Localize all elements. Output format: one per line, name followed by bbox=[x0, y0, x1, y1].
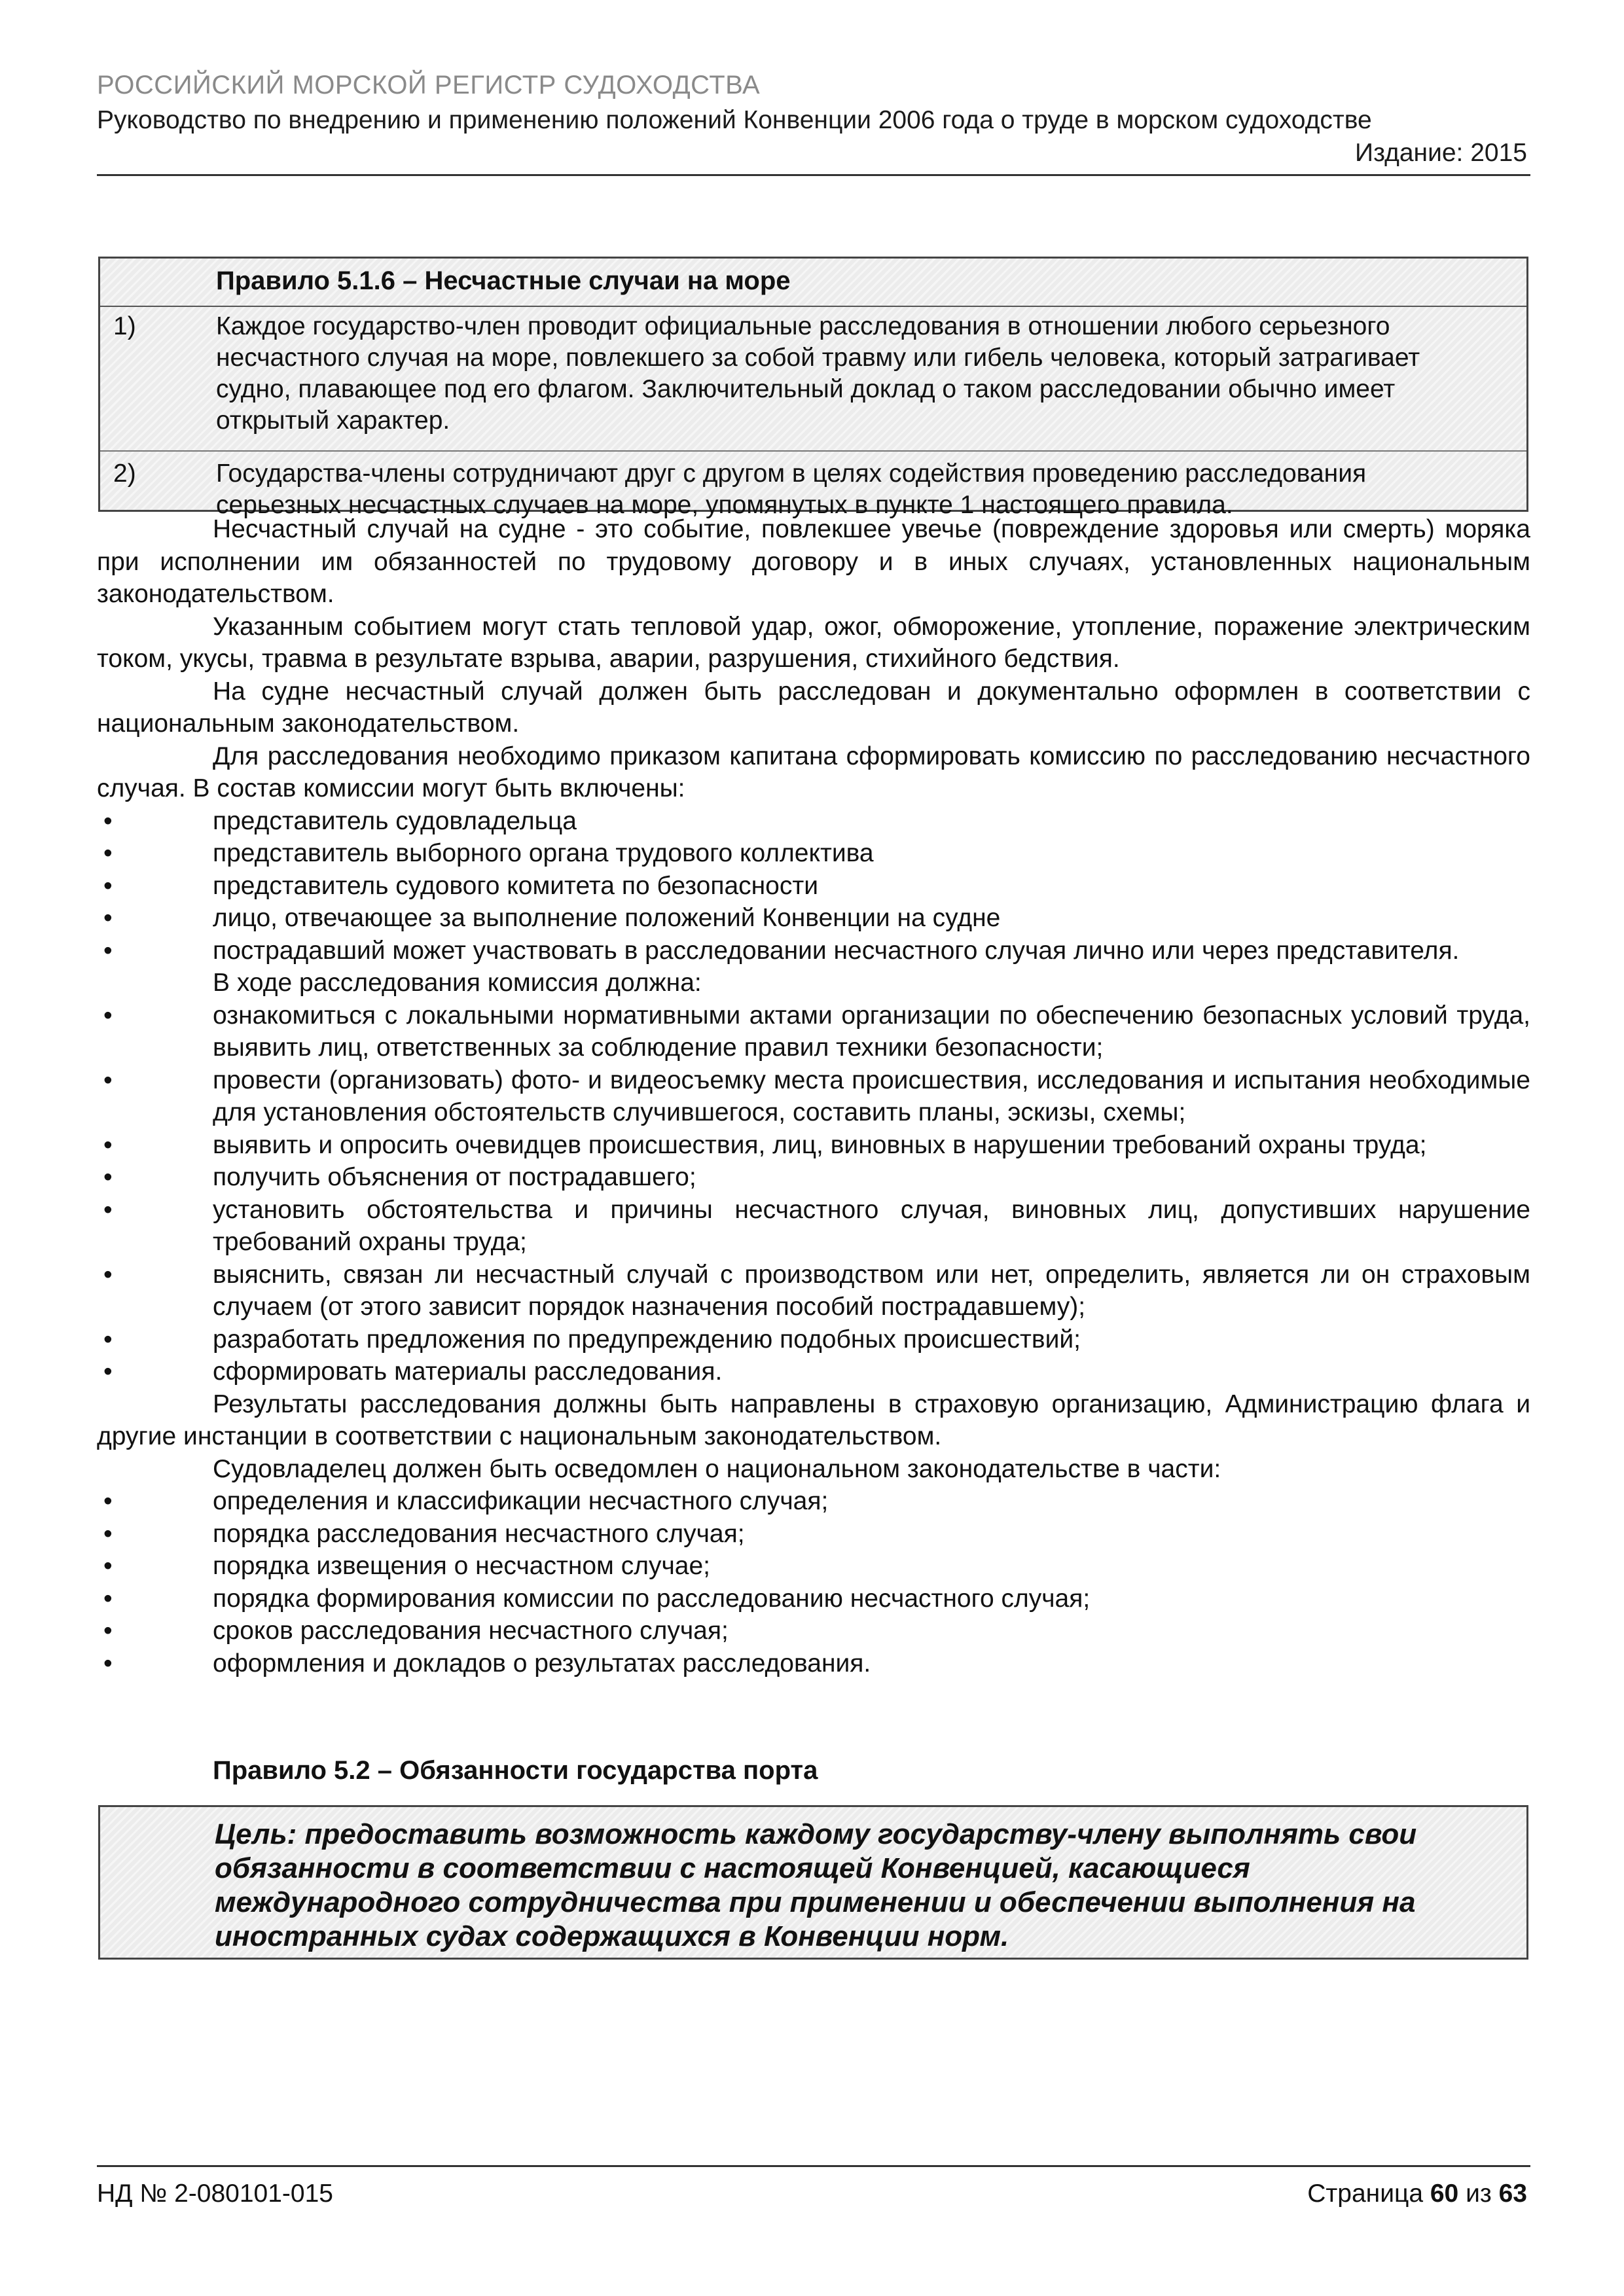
paragraph: Судовладелец должен быть осведомлен о национальном законодательстве в части: bbox=[213, 1454, 1221, 1483]
paragraph: Результаты расследования должны быть направлены в страховую организацию, Администрацию флага и другие инстанции в соответствии с национальным законодательством. bbox=[97, 1390, 1530, 1450]
list-item: • представитель судовладельца bbox=[97, 805, 1530, 838]
legislation-list bbox=[97, 1485, 1530, 1679]
edition-label: Издание: 2015 bbox=[1355, 139, 1527, 167]
page-label: Страница bbox=[1307, 2179, 1424, 2208]
organization-name: РОССИЙСКИЙ МОРСКОЙ РЕГИСТР СУДОХОДСТВА bbox=[97, 71, 761, 99]
list-item: • представитель судового комитета по безопасности bbox=[97, 870, 1530, 903]
list-item: • порядка расследования несчастного случая; bbox=[97, 1518, 1530, 1551]
rule-title: Правило 5.1.6 – Несчастные случаи на море bbox=[216, 266, 791, 295]
page-current: 60 bbox=[1430, 2179, 1459, 2208]
header-divider bbox=[97, 174, 1530, 176]
list-item: • выявить и опросить очевидцев происшествия, лиц, виновных в нарушении требований охраны труда; bbox=[97, 1129, 1530, 1162]
list-item: • разработать предложения по предупреждению подобных происшествий; bbox=[97, 1323, 1530, 1356]
list-item: • сроков расследования несчастного случая; bbox=[97, 1615, 1530, 1647]
paragraph: На судне несчастный случай должен быть расследован и документально оформлен в соответствии с национальным законодательством. bbox=[97, 677, 1530, 738]
list-item: • порядка извещения о несчастном случае; bbox=[97, 1550, 1530, 1583]
rule-item-number: 2) bbox=[113, 459, 136, 488]
list-item: • провести (организовать) фото- и видеосъемку места происшествия, исследования и испытания необходимые для установления обстоятельств случившегося, составить планы, эскизы, схемы; bbox=[97, 1064, 1530, 1129]
list-item: • ознакомиться с локальными нормативными актами организации по обеспечению безопасных условий труда, выявить лиц, ответственных за соблюдение правил техники безопасности; bbox=[97, 999, 1530, 1064]
list-item: • лицо, отвечающее за выполнение положений Конвенции на судне bbox=[97, 902, 1530, 935]
list-item: • сформировать материалы расследования. bbox=[97, 1355, 1530, 1388]
list-item: • выяснить, связан ли несчастный случай с производством или нет, определить, является ли он страховым случаем (от этого зависит порядок назначения пособий пострадавшему); bbox=[97, 1259, 1530, 1323]
list-item: • получить объяснения от пострадавшего; bbox=[97, 1161, 1530, 1194]
rule-item bbox=[100, 450, 1526, 519]
commission-list bbox=[97, 805, 1530, 967]
list-item: • оформления и докладов о результатах расследования. bbox=[97, 1647, 1530, 1680]
document-number: НД № 2-080101-015 bbox=[97, 2179, 333, 2208]
rule-item-text: Каждое государство-член проводит официальные расследования в отношении любого серьезного несчастного случая на море, повлекшего за собой травму или гибель человека, который затрагивает судно, плавающее под его флагом. Заключительный доклад о таком расследовании обычно имеет открытый характер. bbox=[216, 312, 1420, 435]
goal-text: Цель: предоставить возможность каждому государству-члену выполнять свои обязанности в соответствии с настоящей Конвенцией, касающиеся международного сотрудничества при применении и обеспечении выполнения на иностранных судах содержащихся в Конвенции норм. bbox=[215, 1818, 1417, 1952]
document-subtitle: Руководство по внедрению и применению положений Конвенции 2006 года о труде в морском судоходстве bbox=[97, 106, 1372, 134]
rule-item-text: Государства-члены сотрудничают друг с другом в целях содействия проведению расследования серьезных несчастных случаев на море, упомянутых в пункте 1 настоящего правила. bbox=[216, 459, 1367, 519]
paragraph: В ходе расследования комиссия должна: bbox=[213, 969, 702, 997]
rule-title-row bbox=[100, 259, 1526, 307]
rule-5-2-title: Правило 5.2 – Обязанности государства порта bbox=[213, 1756, 818, 1785]
rule-5-1-6-box bbox=[98, 257, 1528, 519]
rule-5-2-goal-box bbox=[98, 1805, 1528, 1960]
page-total: 63 bbox=[1498, 2179, 1527, 2208]
list-item: • определения и классификации несчастного случая; bbox=[97, 1485, 1530, 1518]
duties-list bbox=[97, 999, 1530, 1388]
paragraph: Для расследования необходимо приказом капитана сформировать комиссию по расследованию несчастного случая. В состав комиссии могут быть включены: bbox=[97, 742, 1530, 802]
list-item: • пострадавший может участвовать в расследовании несчастного случая лично или через представителя. bbox=[97, 935, 1530, 967]
page-number bbox=[1307, 2179, 1527, 2208]
list-item: • представитель выборного органа трудового коллектива bbox=[97, 837, 1530, 870]
footer-divider bbox=[97, 2165, 1530, 2167]
rule-item-number: 1) bbox=[113, 312, 136, 340]
main-body bbox=[97, 513, 1530, 1679]
list-item: • порядка формирования комиссии по расследованию несчастного случая; bbox=[97, 1583, 1530, 1615]
paragraph: Указанным событием могут стать тепловой удар, ожог, обморожение, утопление, поражение электрическим током, укусы, травма в результате взрыва, аварии, разрушения, стихийного бедствия. bbox=[97, 612, 1530, 673]
list-item: • установить обстоятельства и причины несчастного случая, виновных лиц, допустивших нарушение требований охраны труда; bbox=[97, 1194, 1530, 1259]
page-of: из bbox=[1466, 2179, 1492, 2208]
paragraph: Несчастный случай на судне - это событие, повлекшее увечье (повреждение здоровья или смерть) моряка при исполнении им обязанностей по трудовому договору и в иных случаях, установленных национальным законодательством. bbox=[97, 515, 1530, 608]
